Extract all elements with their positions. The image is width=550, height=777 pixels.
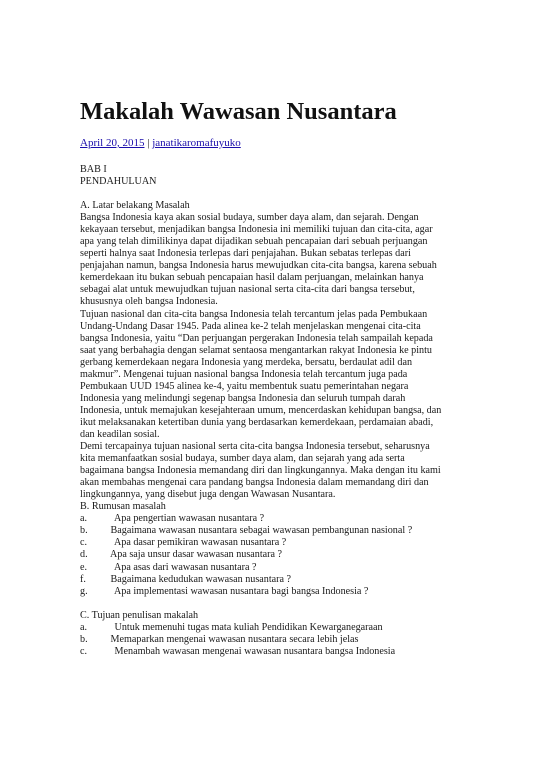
- list-item: [80, 537, 475, 549]
- list-item-text: Memaparkan mengenai wawasan nusantara secara lebih jelas: [108, 633, 359, 645]
- list-item-letter: c.: [80, 645, 88, 657]
- paragraph-line: makmur”. Mengenai tujuan nasional bangsa Indonesia telah tercantum juga pada: [80, 368, 408, 380]
- paragraph-line: Indonesia, untuk memajukan kesejahteraan umum, mencerdaskan kehidupan bangsa, dan: [80, 404, 442, 416]
- author-link[interactable]: janatikaromafuyuko: [152, 137, 241, 149]
- paragraph-line: Pembukaan UUD 1945 alinea ke-4, yaitu membentuk suatu pemerintahan negara: [80, 380, 409, 392]
- list-item-text: Apa asas dari wawasan nusantara ?: [112, 561, 257, 573]
- paragraph-line: dan keadilan sosial.: [80, 428, 160, 440]
- paragraph-line: kekayaan tersebut, menjadikan bangsa Indonesia ini memiliki tujuan dan cita-cita, agar: [80, 224, 433, 236]
- paragraph-line: bangsa Indonesia, yaitu “Dan perjuangan pergerakan Indonesia telah sampailah kepada: [80, 332, 433, 344]
- chapter-number: BAB I: [80, 164, 107, 175]
- list-item: [80, 562, 475, 574]
- paragraph-line: kita memanfaatkan sosial budaya, sumber daya alam, dan sejarah yang ada serta: [80, 453, 405, 465]
- list-item-letter: a.: [80, 513, 88, 525]
- list-item-text: Apa pengertian wawasan nusantara ?: [112, 513, 265, 525]
- list-item-text: Bagaimana kedudukan wawasan nusantara ?: [108, 573, 292, 585]
- paragraph-line: Undang-Undang Dasar 1945. Pada alinea ke-2 telah menjelaskan mengenai cita-cita: [80, 320, 421, 332]
- paragraph-line: Tujuan nasional dan cita-cita bangsa Indonesia telah tercantum jelas pada Pembukaan: [80, 308, 428, 320]
- list-item: [80, 634, 475, 646]
- problem-list: [80, 513, 475, 597]
- paragraph-line: seperti halnya saat Indonesia terlepas dari penjajahan. Bukan sebatas terlepas dari: [80, 248, 411, 260]
- list-item-text: Menambah wawasan mengenai wawasan nusantara bangsa Indonesia: [112, 645, 396, 657]
- post-date-link[interactable]: April 20, 2015: [80, 137, 145, 149]
- paragraph-line: Indonesia yang melindungi segenap bangsa Indonesia dan seluruh tumpah darah: [80, 392, 406, 404]
- list-item: [80, 549, 475, 561]
- paragraph-line: akan membahas mengenai cara pandang bangsa Indonesia dalam memandang diri dan: [80, 477, 429, 489]
- paragraph-line: kemerdekaan itu bukan sebuah pencapaian hasil dalam perjuangan, melainkan hanya: [80, 272, 424, 284]
- section-b-heading: B. Rumusan masalah: [80, 501, 166, 513]
- paragraph-line: penjajahan namun, bangsa Indonesia harus mewujudkan cita-cita bangsa, karena sebuah: [80, 260, 437, 272]
- list-item-letter: c.: [80, 537, 88, 549]
- purpose-list: [80, 622, 475, 658]
- list-item-letter: d.: [80, 549, 88, 561]
- paragraph-1: [80, 212, 475, 308]
- list-item: [80, 586, 475, 598]
- list-item-text: Untuk memenuhi tugas mata kuliah Pendidikan Kewarganegaraan: [112, 621, 383, 633]
- paragraph-2: [80, 309, 475, 442]
- section-a-heading: A. Latar belakang Masalah: [80, 200, 190, 212]
- paragraph-line: Bangsa Indonesia kaya akan sosial budaya, sumber daya alam, dan sejarah. Dengan: [80, 212, 419, 224]
- chapter-name: PENDAHULUAN: [80, 176, 157, 188]
- list-item-letter: b.: [80, 633, 88, 645]
- paragraph-line: khususnya oleh bangsa Indonesia.: [80, 296, 218, 308]
- list-item-text: Apa saja unsur dasar wawasan nusantara ?: [108, 549, 283, 561]
- list-item-text: Apa dasar pemikiran wawasan nusantara ?: [112, 537, 287, 549]
- list-item-letter: b.: [80, 525, 88, 537]
- paragraph-line: bagaimana bangsa Indonesia memandang diri dan lingkungannya. Maka dengan itu kami: [80, 465, 441, 477]
- list-item: [80, 622, 475, 634]
- list-item-letter: f.: [80, 573, 86, 585]
- article-title: Makalah Wawasan Nusantara: [80, 98, 397, 125]
- article-body: [80, 164, 475, 658]
- list-item-text: Apa implementasi wawasan nusantara bagi bangsa Indonesia ?: [112, 585, 369, 597]
- list-item: [80, 525, 475, 537]
- meta-separator: |: [147, 137, 150, 149]
- list-item-letter: a.: [80, 621, 88, 633]
- list-item: [80, 574, 475, 586]
- list-item-letter: e.: [80, 561, 88, 573]
- paragraph-line: saat yang berbahagia dengan selamat sentaosa mengantarkan rakyat Indonesia ke pintu: [80, 344, 432, 356]
- list-item-letter: g.: [80, 585, 88, 597]
- post-meta: [80, 136, 475, 150]
- paragraph-line: gerbang kemerdekaan negara Indonesia yang merdeka, bersatu, berdaulat adil dan: [80, 356, 413, 368]
- paragraph-line: apa yang telah dimilikinya dapat dijadikan sebuah pencapaian dari sebuah perjuangan: [80, 236, 428, 248]
- paragraph-line: Demi tercapainya tujuan nasional serta cita-cita bangsa Indonesia tersebut, seharusnya: [80, 441, 430, 453]
- list-item: [80, 646, 475, 658]
- paragraph-3: [80, 441, 475, 501]
- document-page: [80, 98, 475, 658]
- section-c-heading: C. Tujuan penulisan makalah: [80, 609, 199, 621]
- paragraph-line: lingkungannya, yang disebut juga dengan Wawasan Nusantara.: [80, 489, 336, 501]
- paragraph-line: sebagai alat untuk mewujudkan tujuan nasional serta cita-cita dari bangsa tersebut,: [80, 284, 415, 296]
- list-item-text: Bagaimana wawasan nusantara sebagai wawasan pembangunan nasional ?: [108, 525, 413, 537]
- list-item: [80, 513, 475, 525]
- paragraph-line: ikut melaksanakan ketertiban dunia yang berdasarkan kemerdekaan, perdamaian abadi,: [80, 416, 434, 428]
